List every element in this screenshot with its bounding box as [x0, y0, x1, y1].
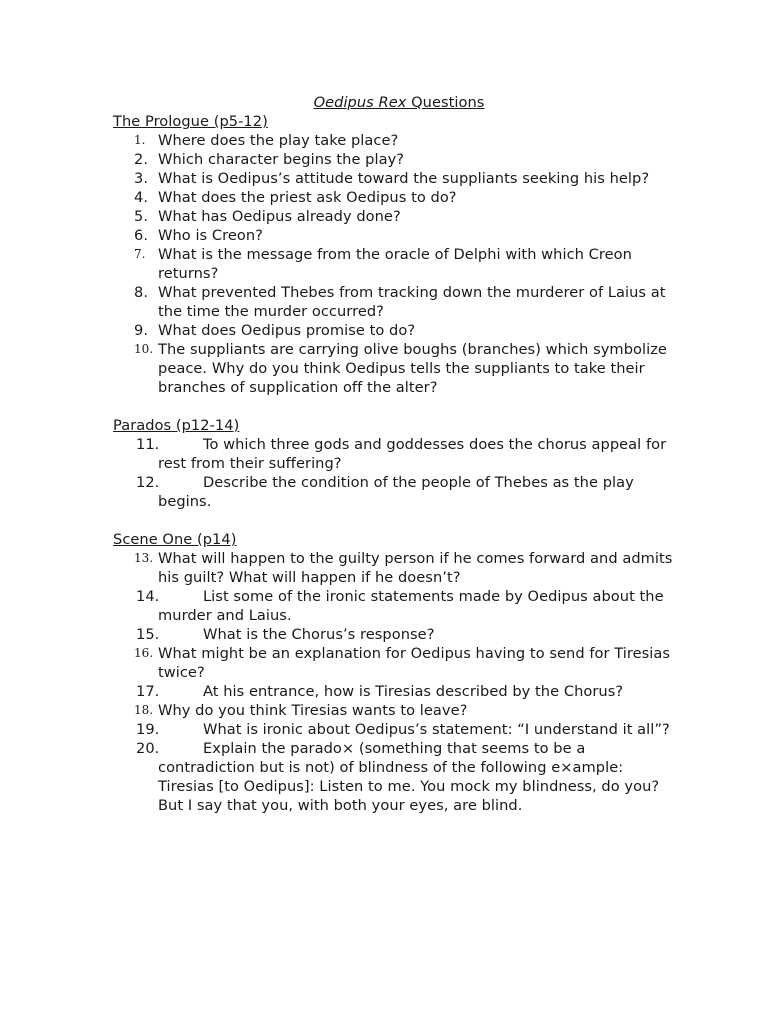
question-text: What might be an explanation for Oedipus having to send for Tiresias twice? [158, 645, 671, 681]
question-number: 19. [136, 721, 160, 738]
question-list [113, 131, 673, 397]
question-item [113, 644, 673, 682]
section-heading: Parados (p12-14) [113, 417, 240, 434]
question-number: 20. [136, 740, 160, 757]
question-text: What is the message from the oracle of Delphi with which Creon returns? [158, 246, 632, 282]
question-text: What does Oedipus promise to do? [158, 322, 416, 339]
question-text: Who is Creon? [158, 227, 263, 244]
question-number: 16. [134, 646, 154, 660]
question-number: 11. [136, 436, 160, 453]
title-rest: Questions [406, 94, 485, 111]
question-text: What will happen to the guilty person if he comes forward and admits his guilt? What will happen if he doesn’t? [158, 550, 673, 586]
question-item [113, 321, 673, 340]
section-heading: Scene One (p14) [113, 531, 237, 548]
section-heading: The Prologue (p5-12) [113, 113, 268, 130]
question-text: What is the Chorus’s response? [203, 626, 435, 643]
question-item [113, 226, 673, 245]
question-item [113, 283, 673, 321]
question-text: To which three gods and goddesses does the chorus appeal for rest from their suffering? [158, 436, 667, 472]
question-item [113, 682, 673, 701]
question-list [113, 435, 673, 511]
question-item [113, 207, 673, 226]
question-text: The suppliants are carrying olive boughs (branches) which symbolize peace. Why do you think Oedipus tells the suppliants to take their branches of supplication off the alter? [158, 341, 667, 396]
question-number: 5. [134, 208, 149, 225]
question-item [113, 701, 673, 720]
question-number: 10. [134, 342, 154, 356]
question-number: 4. [134, 189, 149, 206]
section-spacer [113, 397, 673, 416]
question-item [113, 473, 673, 511]
question-number: 7. [134, 247, 146, 261]
question-text: List some of the ironic statements made by Oedipus about the murder and Laius. [158, 588, 664, 624]
question-number: 9. [134, 322, 149, 339]
page-title [125, 93, 673, 112]
question-item [113, 549, 673, 587]
question-number: 12. [136, 474, 160, 491]
question-number: 3. [134, 170, 149, 187]
question-number: 1. [134, 133, 146, 147]
section-spacer [113, 511, 673, 530]
question-text: Which character begins the play? [158, 151, 405, 168]
question-number: 13. [134, 551, 154, 565]
question-item [113, 245, 673, 283]
title-italic: Oedipus Rex [313, 94, 407, 111]
question-item [113, 131, 673, 150]
question-item [113, 720, 673, 739]
question-text: Describe the condition of the people of Thebes as the play begins. [158, 474, 634, 510]
question-text: What is ironic about Oedipus’s statement: “I understand it all”? [203, 721, 670, 738]
question-text: At his entrance, how is Tiresias described by the Chorus? [203, 683, 624, 700]
question-number: 15. [136, 626, 160, 643]
question-text: Where does the play take place? [158, 132, 399, 149]
question-item [113, 150, 673, 169]
question-item [113, 169, 673, 188]
question-list [113, 549, 673, 815]
question-item [113, 188, 673, 207]
question-number: 8. [134, 284, 149, 301]
question-item [113, 587, 673, 625]
question-number: 6. [134, 227, 149, 244]
question-text: Explain the parado× (something that seems to be a contradiction but is not) of blindness of the following e×ample: Tiresias [to Oedipus]: Listen to me. You mock my blindness, do you? But I say that you, with both your eyes, are blind. [158, 740, 660, 814]
question-text: What does the priest ask Oedipus to do? [158, 189, 457, 206]
question-number: 18. [134, 703, 154, 717]
question-text: What is Oedipus’s attitude toward the suppliants seeking his help? [158, 170, 650, 187]
question-text: Why do you think Tiresias wants to leave? [158, 702, 468, 719]
question-number: 17. [136, 683, 160, 700]
question-item [113, 340, 673, 397]
question-item [113, 435, 673, 473]
question-item [113, 739, 673, 815]
document-page [113, 93, 673, 815]
question-number: 14. [136, 588, 160, 605]
question-text: What prevented Thebes from tracking down the murderer of Laius at the time the murder occurred? [158, 284, 666, 320]
question-item [113, 625, 673, 644]
question-number: 2. [134, 151, 149, 168]
question-text: What has Oedipus already done? [158, 208, 401, 225]
sections [113, 112, 673, 815]
